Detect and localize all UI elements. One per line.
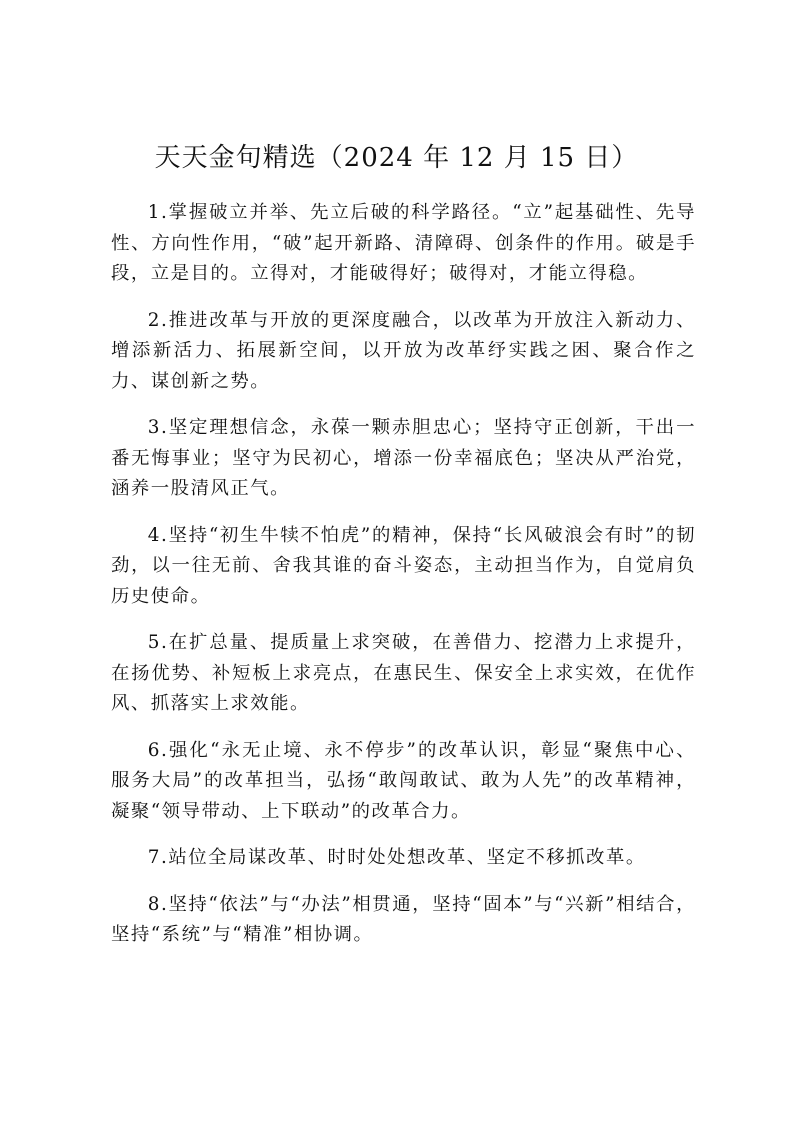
document-title: 天天金句精选（2024 年 12 月 15 日）: [154, 143, 639, 173]
quote-paragraph-6: 6.强化“永无止境、永不停步”的改革认识，彰显“聚焦中心、服务大局”的改革担当，弘扬“敢闯敢试、敢为人先”的改革精神，凝聚“领导带动、上下联动”的改革合力。: [111, 739, 696, 822]
quote-paragraph-2: 2.推进改革与开放的更深度融合，以改革为开放注入新动力、增添新活力、拓展新空间，以开放为改革纾实践之困、聚合作之力、谋创新之势。: [111, 309, 696, 392]
quote-paragraph-4: 4.坚持“初生牛犊不怕虎”的精神，保持“长风破浪会有时”的韧劲，以一往无前、舍我其谁的奋斗姿态，主动担当作为，自觉肩负历史使命。: [111, 524, 696, 607]
quote-paragraph-1: 1.掌握破立并举、先立后破的科学路径。“立”起基础性、先导性、方向性作用，“破”起开新路、清障碍、创条件的作用。破是手段，立是目的。立得对，才能破得好；破得对，才能立得稳。: [111, 202, 696, 284]
document-body: [111, 198, 696, 967]
quote-paragraph-5: 5.在扩总量、提质量上求突破，在善借力、挖潜力上求提升，在扬优势、补短板上求亮点，在惠民生、保安全上求实效，在优作风、抓落实上求效能。: [111, 632, 696, 714]
quote-paragraph-3: 3.坚定理想信念，永葆一颗赤胆忠心；坚持守正创新，干出一番无悔事业；坚守为民初心，增添一份幸福底色；坚决从严治党，涵养一股清风正气。: [111, 417, 696, 499]
quote-paragraph-8: 8.坚持“依法”与“办法”相贯通，坚持“固本”与“兴新”相结合，坚持“系统”与“精准”相协调。: [111, 893, 696, 945]
quote-paragraph-7: 7.站位全局谋改革、时时处处想改革、坚定不移抓改革。: [147, 847, 646, 868]
